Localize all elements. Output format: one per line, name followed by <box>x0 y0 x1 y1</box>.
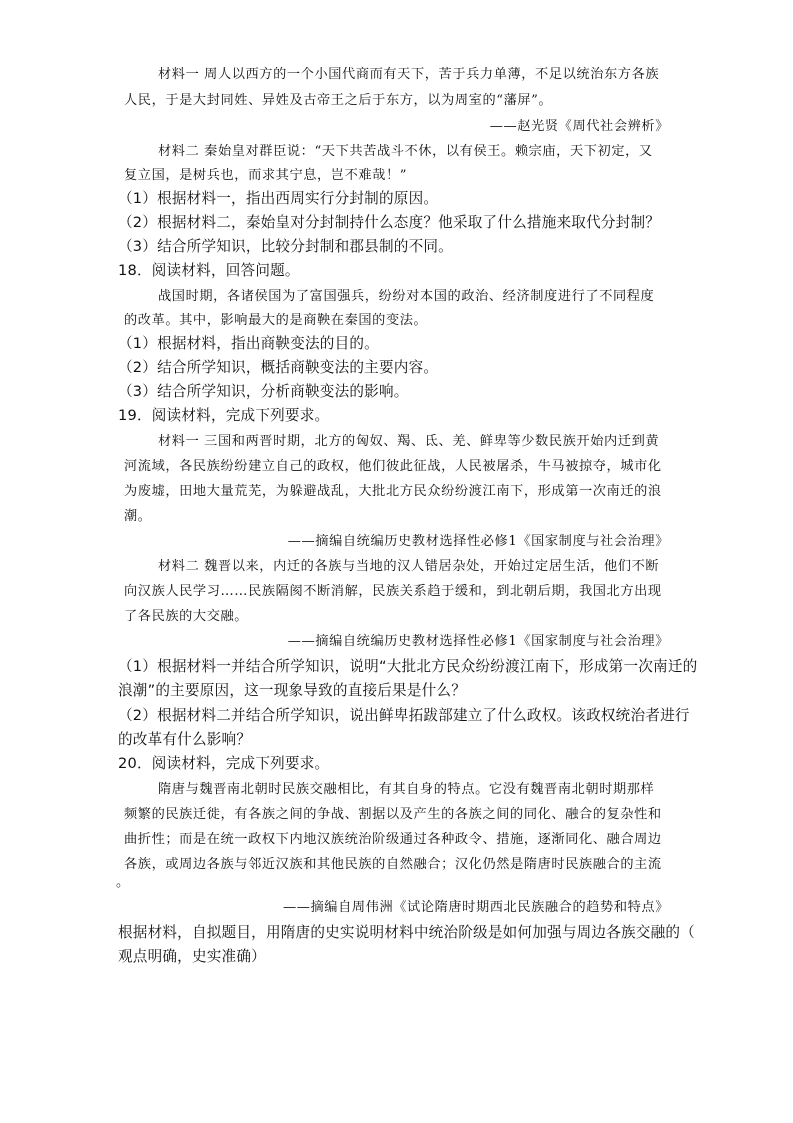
source-citation: ——赵光贤《周代社会辨析》 <box>489 119 669 134</box>
question-text-line: 浪潮”的主要原因，这一现象导致的直接后果是什么？ <box>118 682 467 699</box>
source-citation: ——摘编自统编历史教材选择性必修1《国家制度与社会治理》 <box>287 534 669 549</box>
material-text-line: 复立国，是树兵也，而求其宁息，岂不难哉！” <box>124 168 408 183</box>
material-text-line: 各族，或周边各族与邻近汉族和其他民族的自然融合；汉化仍然是隋唐时民族融合的主流 <box>124 857 662 872</box>
question-text-line: （2）根据材料二并结合所学知识，说出鲜卑拓跋部建立了什么政权。该政权统治者进行 <box>118 707 690 724</box>
question-text-line: 19．阅读材料，完成下列要求。 <box>118 407 330 424</box>
material-text-line: 。 <box>116 875 130 890</box>
source-citation: ——摘编自统编历史教材选择性必修1《国家制度与社会治理》 <box>287 634 669 649</box>
question-text-line: 的改革有什么影响？ <box>118 731 252 748</box>
material-text-line: 河流域，各民族纷纷建立自己的政权，他们彼此征战，人民被屠杀，牛马被掠夺，城市化 <box>124 459 662 474</box>
material-text-line: 向汉族人民学习……民族隔阂不断消解，民族关系趋于缓和，到北朝后期，我国北方出现 <box>124 584 662 599</box>
question-text-line: （2）结合所学知识，概括商鞅变法的主要内容。 <box>118 359 439 376</box>
question-text-line: 根据材料，自拟题目，用隋唐的史实说明材料中统治阶级是如何加强与周边各族交融的（ <box>118 924 695 941</box>
material-text-line: 的改革。其中，影响最大的是商鞅在秦国的变法。 <box>124 313 428 328</box>
question-text-line: （1）根据材料一，指出西周实行分封制的原因。 <box>118 190 439 207</box>
material-text-line: 潮。 <box>124 509 152 524</box>
material-text-line: 材料一 周人以西方的一个小国代商而有天下，苦于兵力单薄，不足以统治东方各族 <box>158 67 660 82</box>
material-text-line: 曲折性；而是在统一政权下内地汉族统治阶级通过各种政令、措施，逐渐同化、融合周边 <box>124 832 662 847</box>
question-text-line: 20．阅读材料，完成下列要求。 <box>118 755 330 772</box>
source-citation: ——摘编自周伟洲《试论隋唐时期西北民族融合的趋势和特点》 <box>282 900 669 915</box>
material-text-line: 为废墟，田地大量荒芜，为躲避战乱，大批北方民众纷纷渡江南下，形成第一次南迁的浪 <box>124 484 662 499</box>
question-text-line: （3）结合所学知识，分析商鞅变法的影响。 <box>118 383 409 400</box>
material-text-line: 人民，于是大封同姓、异姓及古帝王之后于东方，以为周室的“藩屏”。 <box>124 93 553 108</box>
material-text-line: 材料二 魏晋以来，内迁的各族与当地的汉人错居杂处，开始过定居生活，他们不断 <box>158 559 660 574</box>
material-text-line: 隋唐与魏晋南北朝时民族交融相比，有其自身的特点。它没有魏晋南北朝时期那样 <box>158 782 655 797</box>
material-text-line: 材料一 三国和两晋时期，北方的匈奴、羯、氐、羌、鲜卑等少数民族开始内迁到黄 <box>158 434 660 449</box>
question-text-line: （1）根据材料，指出商鞅变法的目的。 <box>118 335 379 352</box>
material-text-line: 了各民族的大交融。 <box>124 609 249 624</box>
question-text-line: （2）根据材料二，秦始皇对分封制持什么态度？他采取了什么措施来取代分封制？ <box>118 214 661 231</box>
question-text-line: （1）根据材料一并结合所学知识，说明“大批北方民众纷纷渡江南下，形成第一次南迁的 <box>118 658 698 675</box>
material-text-line: 战国时期，各诸侯国为了富国强兵，纷纷对本国的政治、经济制度进行了不同程度 <box>158 289 655 304</box>
question-text-line: （3）结合所学知识，比较分封制和郡县制的不同。 <box>118 238 453 255</box>
question-text-line: 观点明确，史实准确） <box>118 948 266 965</box>
material-text-line: 频繁的民族迁徙，有各族之间的争战、割据以及产生的各族之间的同化、融合的复杂性和 <box>124 807 662 822</box>
material-text-line: 材料二 秦始皇对群臣说：“天下共苦战斗不休，以有侯王。赖宗庙，天下初定，又 <box>158 144 653 159</box>
question-text-line: 18．阅读材料，回答问题。 <box>118 262 300 279</box>
